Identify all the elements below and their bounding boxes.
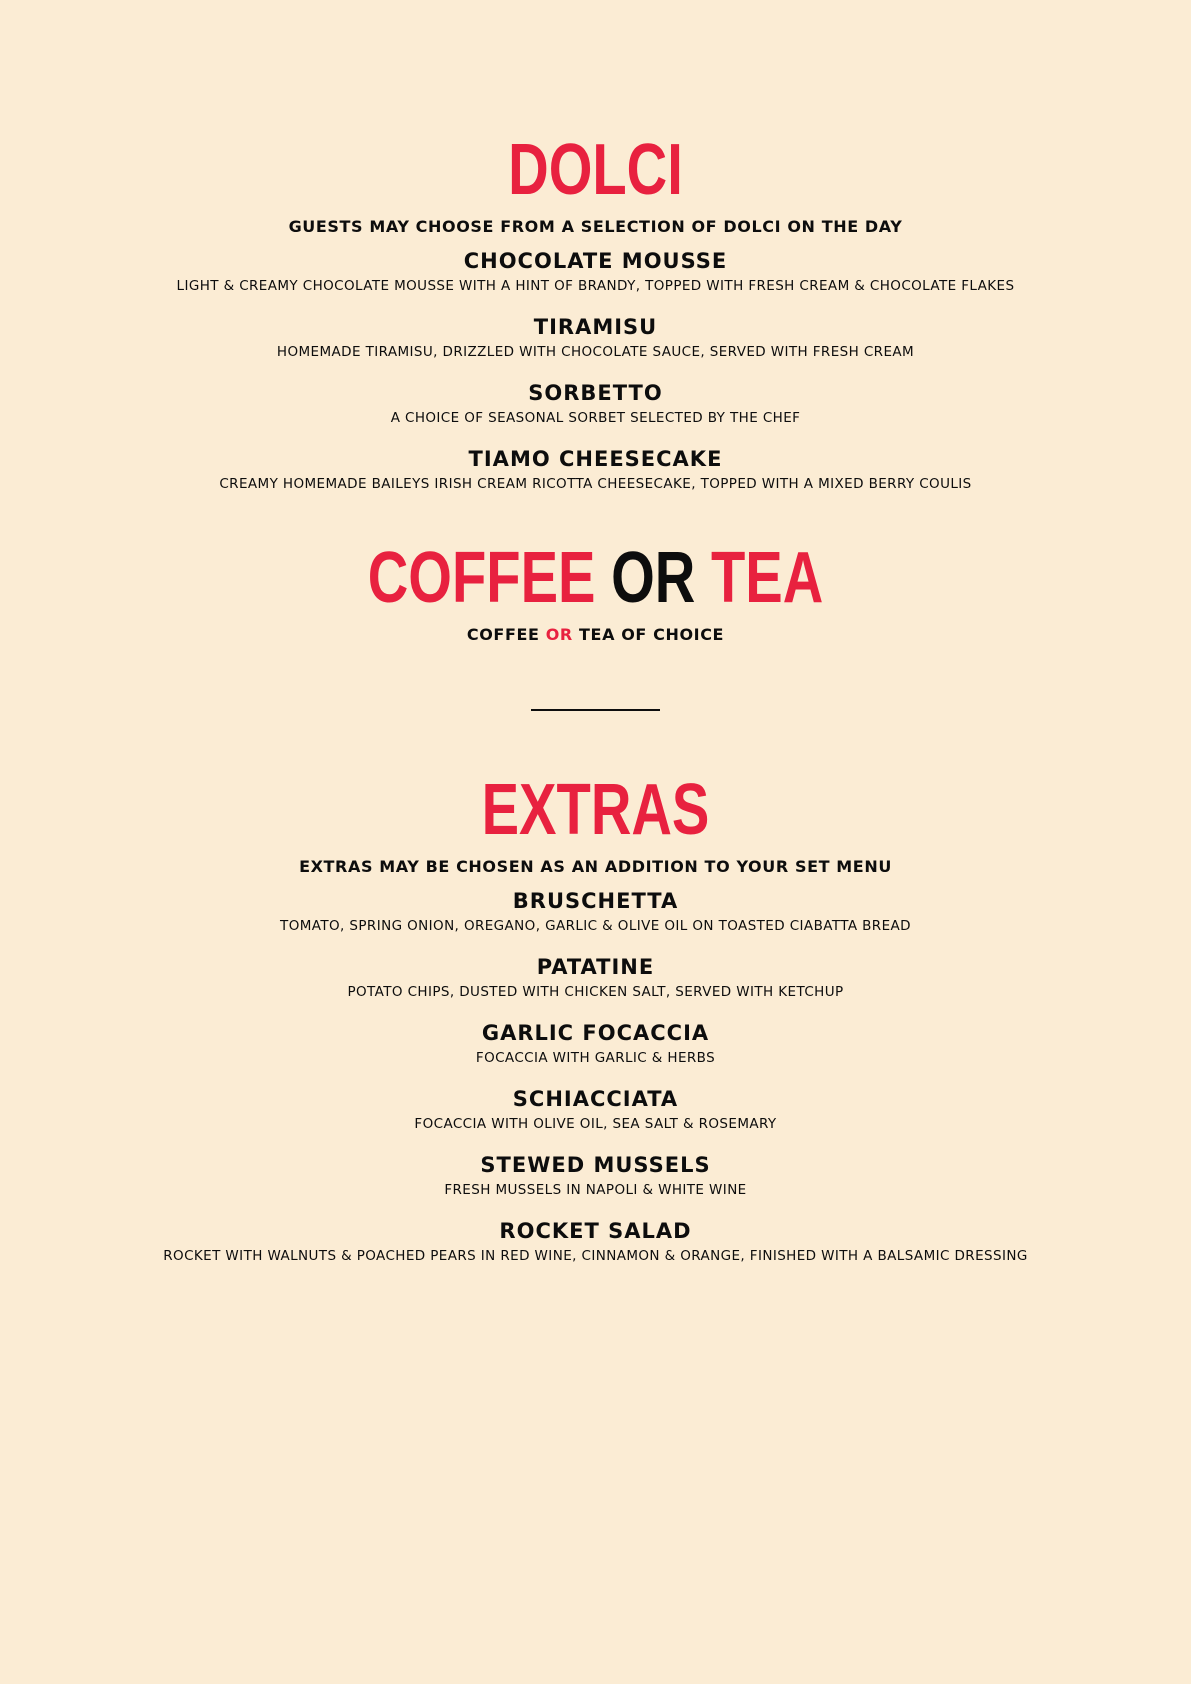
extras-item-desc: TOMATO, SPRING ONION, OREGANO, GARLIC & OLIVE OIL ON TOASTED CIABATTA BREAD [280,918,911,934]
extras-item-desc: FOCACCIA WITH OLIVE OIL, SEA SALT & ROSEMARY [414,1116,777,1132]
dolci-item-desc: HOMEMADE TIRAMISU, DRIZZLED WITH CHOCOLATE SAUCE, SERVED WITH FRESH CREAM [276,344,915,360]
coffee-tea-title [131,538,1060,618]
dolci-item-name: SORBETTO [528,381,663,405]
extras-item-desc: FRESH MUSSELS IN NAPOLI & WHITE WINE [444,1182,747,1198]
dolci-item-name: TIRAMISU [533,315,658,339]
extras-item-name: ROCKET SALAD [499,1219,692,1243]
coffee-title-word: COFFEE [367,538,596,618]
section-divider [531,709,660,711]
extras-item-name: BRUSCHETTA [512,889,679,913]
dolci-item-desc: LIGHT & CREAMY CHOCOLATE MOUSSE WITH A HINT OF BRANDY, TOPPED WITH FRESH CREAM & CHOCOLATE FLAKES [176,278,1015,294]
extras-item-desc: POTATO CHIPS, DUSTED WITH CHICKEN SALT, SERVED WITH KETCHUP [347,984,844,1000]
extras-item-name: PATATINE [536,955,655,979]
tea-of-choice-sub: TEA OF CHOICE [579,625,725,644]
extras-item-desc: ROCKET WITH WALNUTS & POACHED PEARS IN RED WINE, CINNAMON & ORANGE, FINISHED WITH A BALSAMIC DRESSING [163,1248,1028,1264]
dolci-item-desc: CREAMY HOMEMADE BAILEYS IRISH CREAM RICOTTA CHEESECAKE, TOPPED WITH A MIXED BERRY COULIS [219,476,972,492]
dolci-item-desc: A CHOICE OF SEASONAL SORBET SELECTED BY THE CHEF [390,410,801,426]
dolci-item-name: CHOCOLATE MOUSSE [463,249,728,273]
coffee-sub-word: COFFEE [466,625,540,644]
extras-item-name: GARLIC FOCACCIA [481,1021,710,1045]
extras-item-desc: FOCACCIA WITH GARLIC & HERBS [475,1050,716,1066]
coffee-tea-subtitle [0,625,1191,645]
dolci-intro: GUESTS MAY CHOOSE FROM A SELECTION OF DOLCI ON THE DAY [288,217,903,236]
dolci-item-name: TIAMO CHEESECAKE [468,447,723,471]
or-title-word: OR [611,538,696,618]
or-sub-word: OR [545,625,573,644]
extras-title: EXTRAS [481,770,710,850]
extras-intro: EXTRAS MAY BE CHOSEN AS AN ADDITION TO YOUR SET MENU [299,857,892,876]
extras-item-name: SCHIACCIATA [512,1087,679,1111]
extras-item-name: STEWED MUSSELS [480,1153,711,1177]
tea-title-word: TEA [710,538,824,618]
dolci-title: DOLCI [508,130,683,210]
